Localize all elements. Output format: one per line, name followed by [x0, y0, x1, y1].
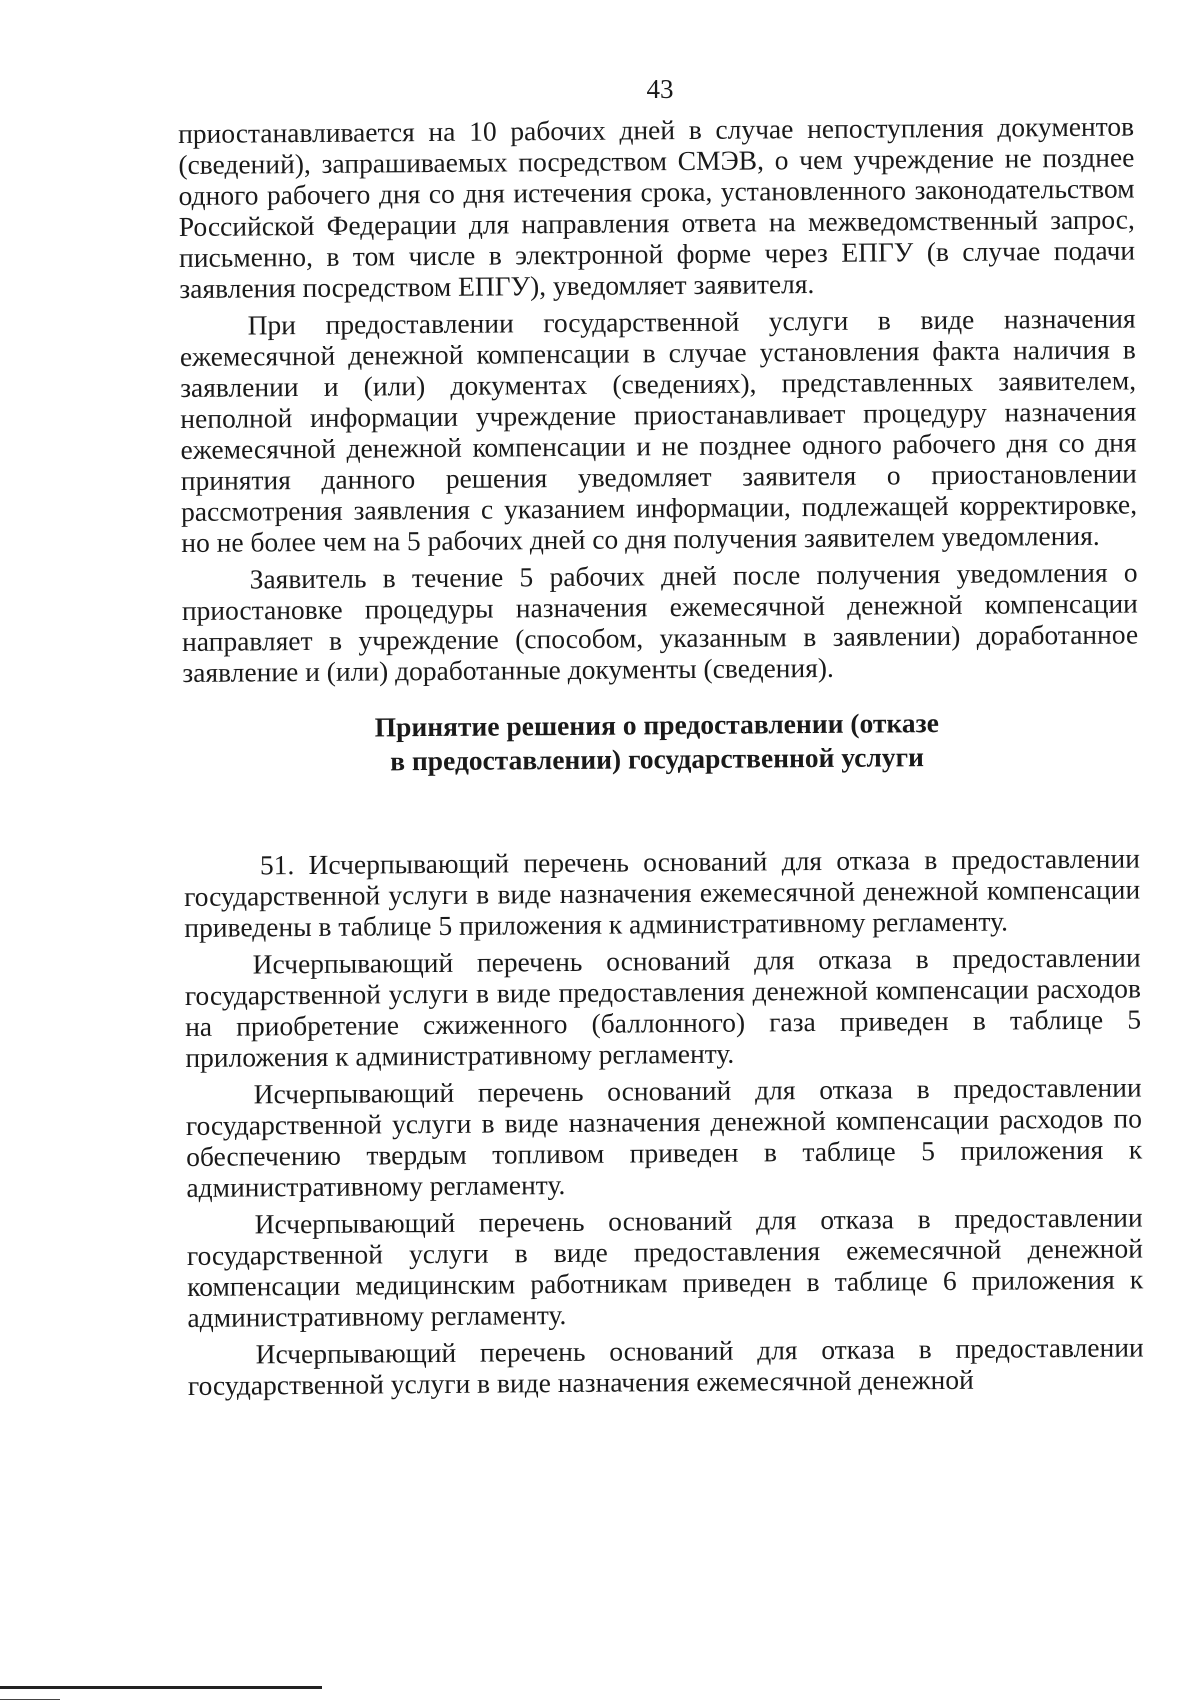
bottom-edge-mark [0, 1699, 60, 1700]
page-number: 43 [646, 74, 674, 104]
paragraph-refusal-monthly: Исчерпывающий перечень оснований для отказа в предоставлении государственной услуги в виде назначения ежемесячной денежной [187, 1331, 1144, 1401]
bottom-edge-line [0, 1686, 322, 1689]
section-heading-line-2: в предоставлении) государственной услуги [390, 741, 925, 777]
section-heading-line-1: Принятие решения о предоставлении (отказе [374, 707, 939, 743]
paragraph-refusal-solid-fuel: Исчерпывающий перечень оснований для отказа в предоставлении государственной услуги в виде назначения денежной компенсации расходов по обеспечению твердым топливом приведен в таблице 5 приложения к административному регламенту. [185, 1071, 1143, 1203]
paragraph-refusal-gas: Исчерпывающий перечень оснований для отказа в предоставлении государственной услуги в виде предоставления денежной компенсации расходов на приобретение сжиженного (баллонного) газа приведен в таблице 5 приложения к административному регламенту. [184, 941, 1142, 1073]
page-body [178, 110, 1144, 1406]
paragraph-suspension: При предоставлении государственной услуги в виде назначения ежемесячной денежной компенсации в случае установления факта наличия в заявлении и (или) документах (сведениях), представленных заявителем, неполной информации учреждение приостанавливает процедуру назначения ежемесячной денежной компенсации и не позднее одного рабочего дня со дня принятия данного решения уведомляет заявителя о приостановлении рассмотрения заявления с указанием информации, подлежащей корректировке, но не более чем на 5 рабочих дней со дня получения заявителем уведомления. [179, 302, 1138, 558]
spacer [183, 772, 1140, 850]
paragraph-continuation: приостанавливается на 10 рабочих дней в случае непоступления документов (сведений), запрашиваемых посредством СМЭВ, о чем учреждение не позднее одного рабочего дня со дня истечения срока, установленного законодательством Российской Федерации для направления ответа на межведомственный запрос, письменно, в том числе в электронной форме через ЕПГУ (в случае подачи заявления посредством ЕПГУ), уведомляет заявителя. [178, 110, 1136, 304]
section-heading [183, 704, 1140, 780]
paragraph-refusal-medical-workers: Исчерпывающий перечень оснований для отказа в предоставлении государственной услуги в виде предоставления ежемесячной денежной компенсации медицинским работникам приведен в таблице 6 приложения к административному регламенту. [186, 1201, 1144, 1333]
paragraph-item-51: 51. Исчерпывающий перечень оснований для отказа в предоставлении государственной услуги в виде назначения ежемесячной денежной компенсации приведены в таблице 5 приложения к административному регламенту. [183, 842, 1141, 943]
paragraph-applicant-resubmission: Заявитель в течение 5 рабочих дней после получения уведомления о приостановке процедуры назначения ежемесячной денежной компенсации направляет в учреждение (способом, указанным в заявлении) доработанное заявление и (или) доработанные документы (сведения). [181, 556, 1139, 688]
